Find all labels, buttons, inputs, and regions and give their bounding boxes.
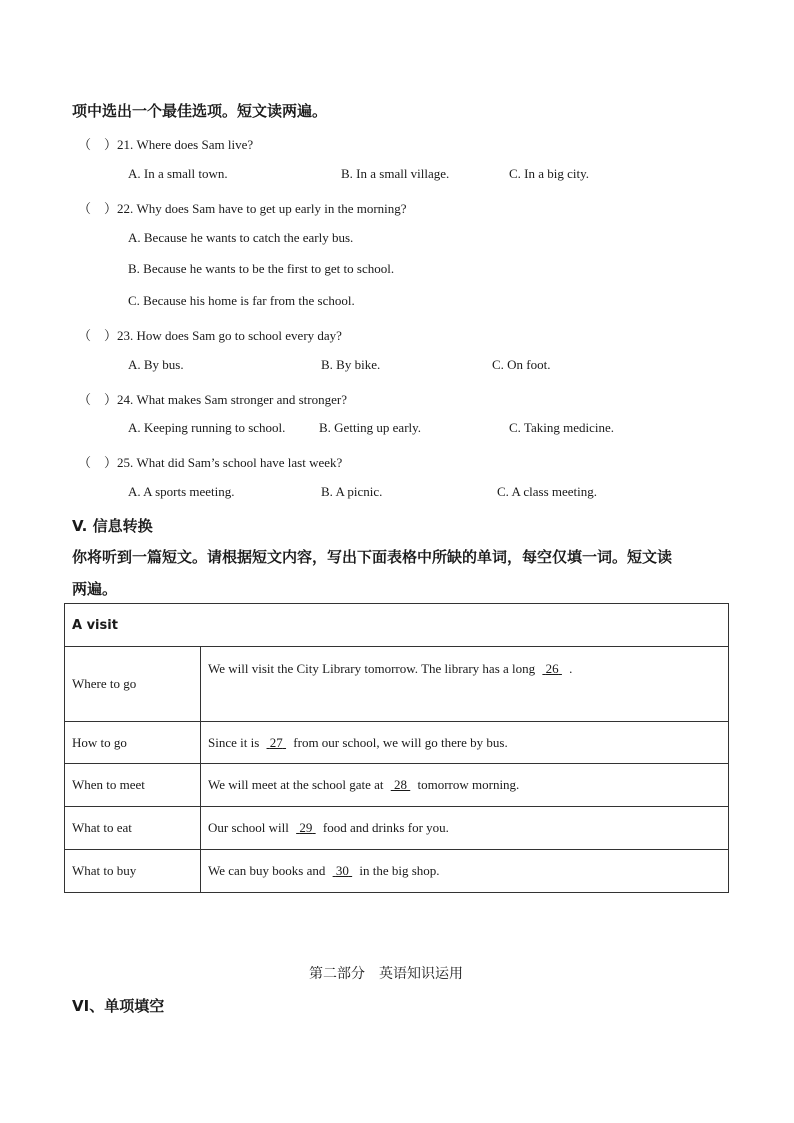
row-content-buy: We can buy books and 30 in the big shop. bbox=[201, 850, 729, 893]
table-header: A visit bbox=[65, 604, 729, 647]
option-24-b: B. Getting up early. bbox=[319, 420, 422, 435]
blank-27[interactable]: 27 bbox=[269, 734, 283, 750]
question-22: （ ）22. Why does Sam have to get up early in the morning? bbox=[78, 201, 407, 216]
section-5-instruction-line2: 两遍。 bbox=[72, 580, 118, 598]
option-21-b: B. In a small village. bbox=[341, 166, 450, 181]
part-2-title: 第二部分 英语知识运用 bbox=[309, 966, 463, 982]
row-content-how: Since it is 27 from our school, we will go there by bus. bbox=[201, 722, 729, 764]
question-24: （ ）24. What makes Sam stronger and stronger? bbox=[78, 392, 347, 407]
section-intro: 项中选出一个最佳选项。短文读两遍。 bbox=[72, 102, 328, 120]
option-25-c: C. A class meeting. bbox=[497, 484, 598, 499]
section-5-title: V. 信息转换 bbox=[72, 517, 153, 535]
option-22-a: A. Because he wants to catch the early bus. bbox=[128, 230, 354, 245]
row-label-buy: What to buy bbox=[65, 850, 201, 893]
row-label-how: How to go bbox=[65, 722, 201, 764]
option-23-a: A. By bus. bbox=[128, 357, 184, 372]
table-header-row bbox=[65, 604, 729, 647]
option-25-b: B. A picnic. bbox=[321, 484, 383, 499]
row-label-where: Where to go bbox=[65, 647, 201, 722]
table-row bbox=[65, 647, 729, 722]
option-23-c: C. On foot. bbox=[492, 357, 551, 372]
option-23-b: B. By bike. bbox=[321, 357, 381, 372]
blank-28[interactable]: 28 bbox=[393, 777, 407, 792]
blank-30[interactable]: 30 bbox=[335, 863, 349, 878]
option-24-c: C. Taking medicine. bbox=[509, 420, 614, 435]
table-row bbox=[65, 807, 729, 850]
visit-table bbox=[64, 603, 729, 893]
question-25: （ ）25. What did Sam’s school have last week? bbox=[78, 455, 343, 470]
section-6-title: VI、单项填空 bbox=[72, 997, 165, 1015]
option-21-a: A. In a small town. bbox=[128, 166, 228, 181]
row-content-eat: Our school will 29 food and drinks for you. bbox=[201, 807, 729, 850]
table-row bbox=[65, 722, 729, 764]
section-5-instruction-line1: 你将听到一篇短文。请根据短文内容，写出下面表格中所缺的单词，每空仅填一词。短文读 bbox=[72, 548, 673, 566]
option-22-b: B. Because he wants to be the first to get to school. bbox=[128, 261, 395, 276]
option-21-c: C. In a big city. bbox=[509, 166, 590, 181]
question-23: （ ）23. How does Sam go to school every day? bbox=[78, 328, 342, 343]
blank-29[interactable]: 29 bbox=[299, 820, 313, 835]
row-content-where: We will visit the City Library tomorrow. The library has a long 26 . bbox=[201, 647, 729, 722]
row-label-eat: What to eat bbox=[65, 807, 201, 850]
blank-26[interactable]: 26 bbox=[545, 661, 559, 676]
table-row bbox=[65, 850, 729, 893]
option-24-a: A. Keeping running to school. bbox=[128, 420, 286, 435]
row-content-when: We will meet at the school gate at 28 tomorrow morning. bbox=[201, 764, 729, 807]
question-21: （ ）21. Where does Sam live? bbox=[78, 137, 254, 152]
option-22-c: C. Because his home is far from the school. bbox=[128, 293, 355, 308]
table-row bbox=[65, 764, 729, 807]
option-25-a: A. A sports meeting. bbox=[128, 484, 235, 499]
row-label-when: When to meet bbox=[65, 764, 201, 807]
